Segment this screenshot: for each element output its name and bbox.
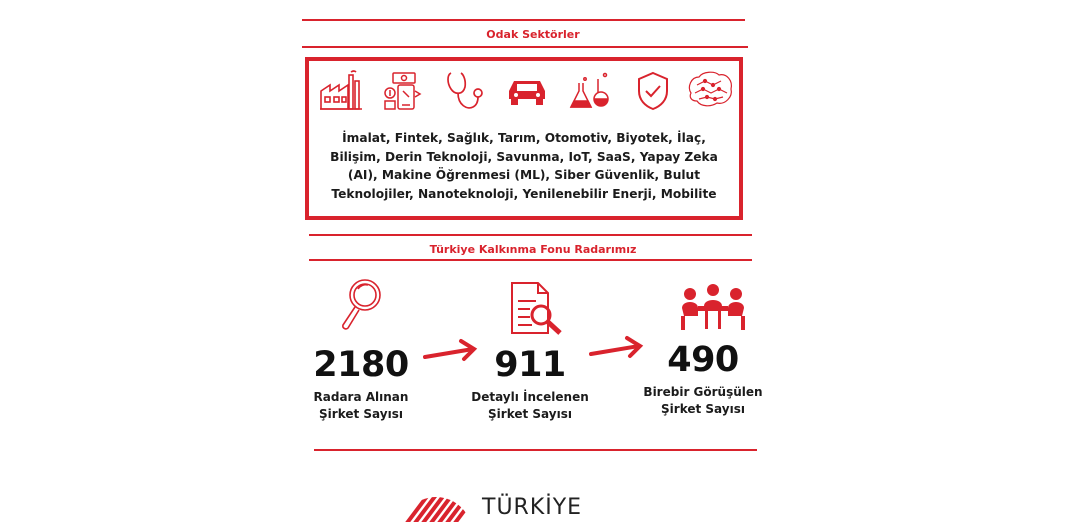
stat-value: 2180	[313, 345, 409, 385]
divider-bottom	[314, 449, 757, 451]
logo-text: TÜRKİYE	[482, 495, 583, 520]
radar-title: Türkiye Kalkınma Fonu Radarımız	[429, 243, 637, 256]
stat-label: Radara Alınan Şirket Sayısı	[313, 390, 409, 421]
shield-check-icon	[631, 69, 675, 113]
lab-flask-icon	[569, 69, 613, 113]
divider	[309, 234, 752, 236]
stethoscope-icon	[443, 69, 487, 113]
focus-sectors-title: Odak Sektörler	[486, 28, 580, 41]
stat-label: Birebir Görüşülen Şirket Sayısı	[643, 385, 763, 416]
document-search-icon	[508, 279, 566, 337]
stat-radar	[296, 346, 426, 423]
stat-label: Detaylı İncelenen Şirket Sayısı	[471, 390, 589, 421]
fintech-icon	[381, 69, 425, 113]
car-icon	[505, 69, 549, 113]
factory-icon	[319, 69, 363, 113]
logo-mark	[398, 495, 474, 522]
brain-icon	[685, 69, 735, 113]
sectors-box	[305, 57, 743, 220]
sector-icons	[319, 69, 729, 111]
sectors-list: İmalat, Fintek, Sağlık, Tarım, Otomotiv, Biyotek, İlaç, Bilişim, Derin Teknoloji, Savunma, IoT, SaaS, Yapay Zeka (AI), Makine Öğrenmesi (ML), Siber Güvenlik, Bulut Teknolojiler, Nanoteknoloji, Yenilenebilir Enerji, Mobilite	[330, 131, 718, 201]
meeting-icon	[676, 282, 750, 332]
stat-value: 911	[494, 345, 566, 385]
divider	[302, 46, 748, 48]
divider	[309, 259, 752, 261]
divider-top	[302, 19, 745, 21]
stat-value: 490	[667, 340, 739, 380]
stat-detailed	[460, 346, 600, 423]
stat-meetings	[633, 341, 773, 418]
magnifier-icon	[338, 276, 384, 334]
